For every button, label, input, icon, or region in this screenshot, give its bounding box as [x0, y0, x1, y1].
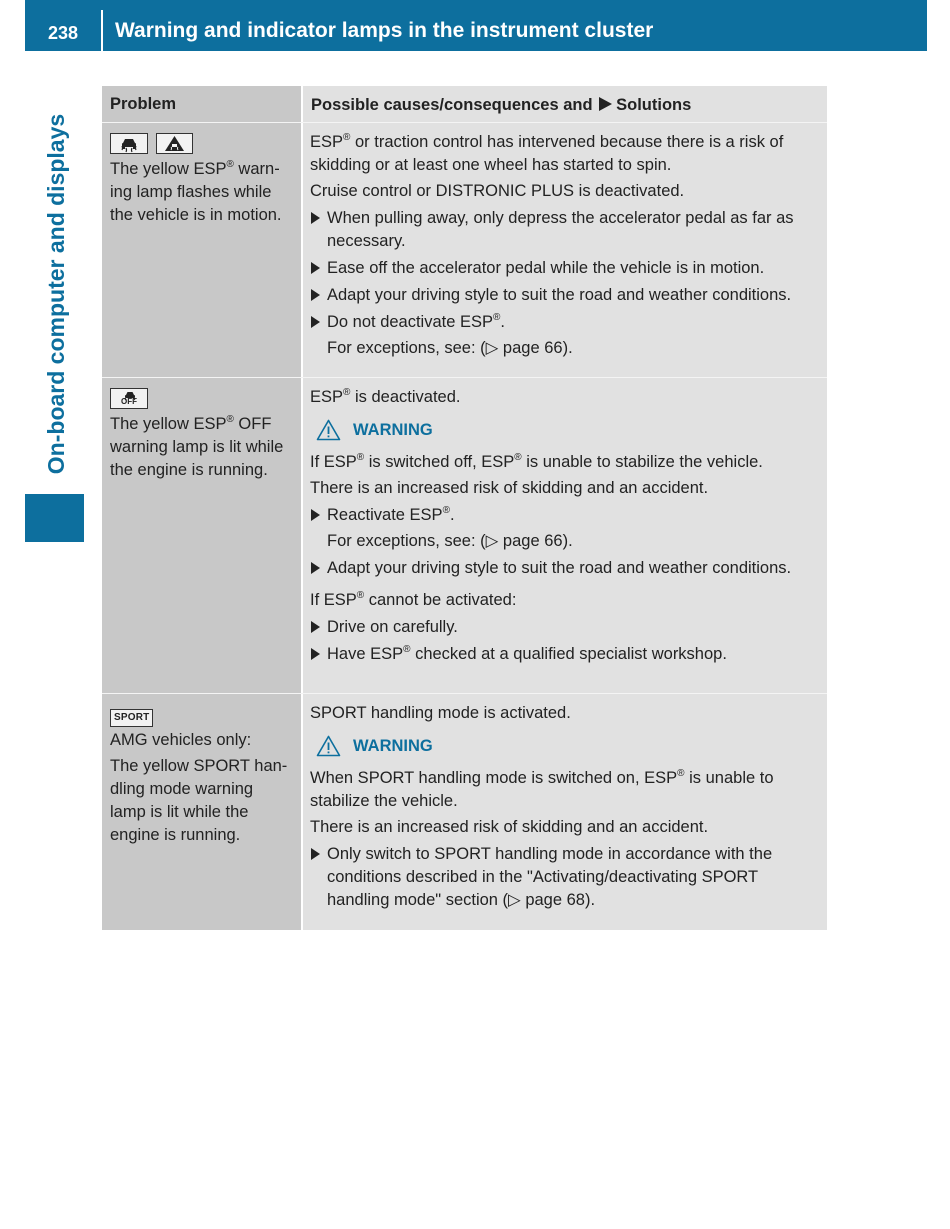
warning-triangle-icon — [316, 735, 341, 757]
section-tab-marker — [25, 494, 84, 542]
solution-step: Ease off the accelerator pedal while the vehicle is in motion. — [310, 257, 819, 280]
warning-text: There is an increased risk of skidding and an accident. — [310, 479, 709, 497]
warning-text: When SPORT handling mode is switched on, ESP® is unable to stabilize the vehicle. — [310, 768, 774, 810]
warning-text: If ESP® is switched off, ESP® is unable to stabilize the vehicle. — [310, 452, 763, 471]
page-title: Warning and indicator lamps in the instrument cluster — [115, 19, 654, 42]
page-reference: For exceptions, see: (▷ page 66). — [327, 339, 573, 357]
cause-text: SPORT handling mode is activated. — [310, 704, 571, 722]
page-number: 238 — [47, 23, 79, 43]
step-arrow-icon — [311, 212, 320, 224]
problem-cell — [102, 694, 301, 930]
step-arrow-icon — [311, 562, 320, 574]
solution-step: When pulling away, only depress the accelerator pedal as far as necessary. — [310, 207, 819, 253]
esp-skid-car-icon — [110, 133, 148, 154]
traction-warning-triangle-icon — [156, 133, 193, 154]
solutions-cell — [303, 123, 827, 377]
step-arrow-icon — [311, 316, 320, 328]
condition-text: If ESP® cannot be activated: — [310, 590, 517, 609]
lamp-icons — [110, 133, 293, 155]
step-arrow-icon — [311, 289, 320, 301]
warning-triangle-icon — [316, 419, 341, 441]
problem-text: The yellow ESP® warn-ing lamp flashes while the vehicle is in motion. — [110, 159, 282, 224]
solution-step: Have ESP® checked at a qualified specialist workshop. — [310, 643, 819, 666]
solutions-arrow-icon — [599, 97, 612, 111]
sport-mode-icon: SPORT — [110, 709, 153, 727]
cause-text: ESP® is deactivated. — [310, 387, 461, 406]
step-arrow-icon — [311, 648, 320, 660]
step-arrow-icon — [311, 621, 320, 633]
column-header-problem: Problem — [102, 86, 301, 122]
step-arrow-icon — [311, 509, 320, 521]
solution-step: Do not deactivate ESP®. — [310, 311, 819, 334]
table-header — [102, 86, 827, 122]
problem-cell — [102, 123, 301, 377]
warning-heading: WARNING — [316, 733, 819, 759]
table-row — [102, 377, 827, 693]
step-arrow-icon — [311, 848, 320, 860]
solution-step: Reactivate ESP®. — [310, 504, 819, 527]
warning-text: There is an increased risk of skidding and an accident. — [310, 818, 709, 836]
problem-text: The yellow SPORT han-dling mode warning lamp is lit while the engine is running. — [110, 757, 288, 844]
column-header-solutions: Possible causes/consequences and Solutions — [303, 86, 827, 122]
solutions-cell — [303, 378, 827, 693]
solution-step: Drive on carefully. — [310, 616, 819, 639]
warning-heading: WARNING — [316, 417, 819, 443]
lamp-icons — [110, 704, 293, 726]
solution-step: Adapt your driving style to suit the road and weather conditions. — [310, 557, 819, 580]
cause-text: ESP® or traction control has intervened because there is a risk of skidding or at least one wheel has started to spin. — [310, 132, 784, 174]
esp-off-icon: OFF — [110, 388, 148, 409]
table-row — [102, 693, 827, 930]
page-reference: For exceptions, see: (▷ page 66). — [327, 532, 573, 550]
lamp-icons — [110, 388, 293, 410]
problem-text: The yellow ESP® OFF warning lamp is lit while the engine is running. — [110, 414, 284, 479]
solution-step: Adapt your driving style to suit the road and weather conditions. — [310, 284, 819, 307]
problem-cell — [102, 378, 301, 693]
page-header — [25, 0, 927, 51]
consequence-text: Cruise control or DISTRONIC PLUS is deactivated. — [310, 182, 685, 200]
warning-lamp-table — [102, 86, 827, 930]
table-row — [102, 122, 827, 377]
solution-step: Only switch to SPORT handling mode in accordance with the conditions described in the "Activating/deactivating SPORT handling mode" section (▷ page 68). — [310, 843, 819, 912]
section-tab-label: On-board computer and displays — [43, 113, 69, 475]
problem-text: AMG vehicles only: — [110, 731, 252, 749]
step-arrow-icon — [311, 262, 320, 274]
solutions-cell — [303, 694, 827, 930]
header-divider — [101, 10, 103, 51]
